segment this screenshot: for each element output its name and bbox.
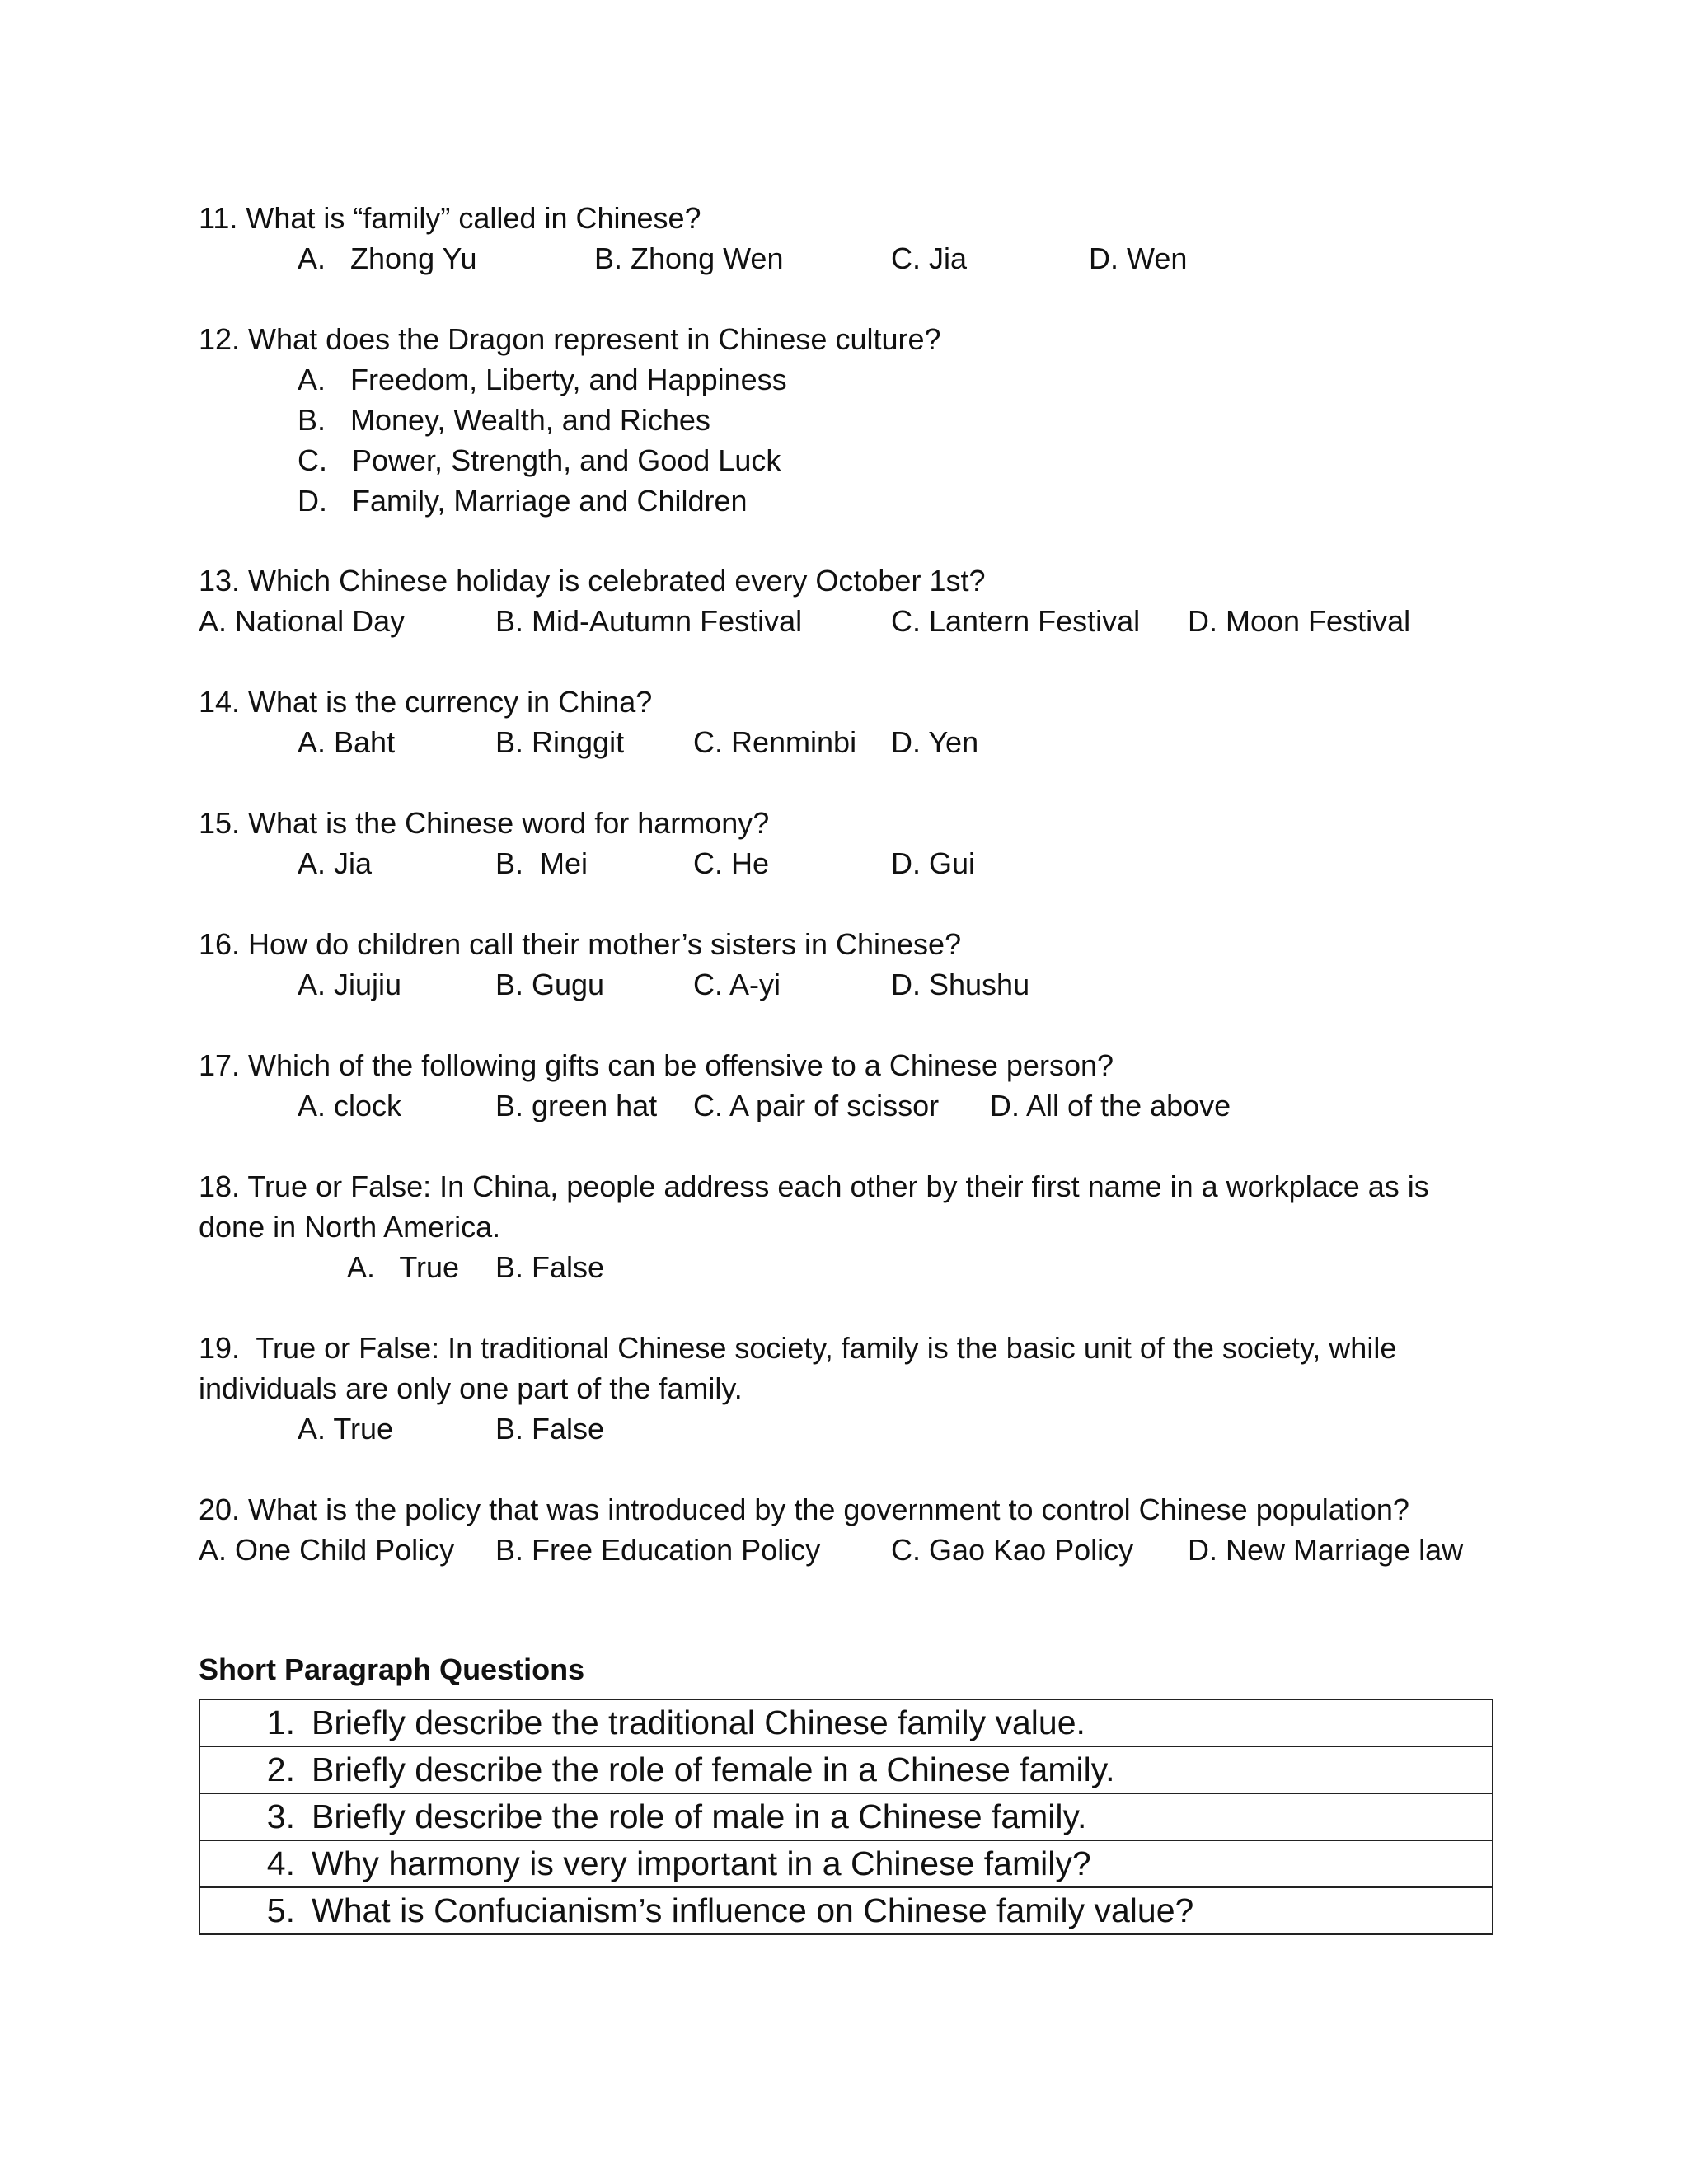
question-11-option-b: B. Zhong Wen <box>594 241 784 275</box>
question-12-stem: 12. What does the Dragon represent in Chinese culture? <box>199 322 941 356</box>
question-13-option-c: C. Lantern Festival <box>891 604 1141 638</box>
question-20-option-b: B. Free Education Policy <box>495 1533 821 1567</box>
item-text: What is Confucianism’s influence on Chinese family value? <box>312 1891 1194 1929</box>
question-17-option-c: C. A pair of scissor <box>693 1089 940 1122</box>
question-18-option-a: A. True <box>347 1250 460 1284</box>
question-13-option-b: B. Mid-Autumn Festival <box>495 604 803 638</box>
question-12-option-b: B. Money, Wealth, and Riches <box>298 403 710 437</box>
item-number: 4. <box>266 1844 295 1882</box>
question-19-stem-continued: individuals are only one part of the family. <box>199 1371 743 1405</box>
item-text: Briefly describe the role of male in a Chinese family. <box>312 1797 1087 1835</box>
question-12-option-d: D. Family, Marriage and Children <box>298 484 748 518</box>
question-15-option-d: D. Gui <box>891 846 976 880</box>
question-11-option-a: A. Zhong Yu <box>298 241 477 275</box>
question-16-option-d: D. Shushu <box>891 968 1030 1001</box>
question-11-option-d: D. Wen <box>1089 241 1188 275</box>
question-17-stem: 17. Which of the following gifts can be offensive to a Chinese person? <box>199 1048 1114 1082</box>
question-16-option-c: C. A-yi <box>693 968 781 1001</box>
question-14-option-d: D. Yen <box>891 725 979 759</box>
question-11-stem: 11. What is “family” called in Chinese? <box>199 201 701 235</box>
question-20-option-a: A. One Child Policy <box>199 1533 455 1567</box>
question-15-option-b: B. Mei <box>495 846 588 880</box>
table-cell <box>199 1793 1493 1840</box>
question-19-option-b: B. False <box>495 1412 605 1446</box>
question-17-option-d: D. All of the above <box>990 1089 1231 1122</box>
item-number: 5. <box>266 1891 295 1929</box>
question-14-option-b: B. Ringgit <box>495 725 625 759</box>
table-cell <box>199 1887 1493 1934</box>
question-19-stem: 19. True or False: In traditional Chinese society, family is the basic unit of the society, while <box>199 1331 1397 1365</box>
table-row <box>199 1887 1493 1934</box>
question-20-option-c: C. Gao Kao Policy <box>891 1533 1134 1567</box>
item-text: Why harmony is very important in a Chinese family? <box>312 1844 1091 1882</box>
table-cell <box>199 1746 1493 1793</box>
question-12-option-c: C. Power, Strength, and Good Luck <box>298 443 781 477</box>
short-paragraph-table <box>199 1699 1493 1935</box>
table-row <box>199 1746 1493 1793</box>
table-row <box>199 1793 1493 1840</box>
question-18-stem: 18. True or False: In China, people address each other by their first name in a workplace as is <box>199 1169 1429 1203</box>
question-14-option-a: A. Baht <box>298 725 396 759</box>
question-11-option-c: C. Jia <box>891 241 968 275</box>
question-12-option-a: A. Freedom, Liberty, and Happiness <box>298 363 787 396</box>
question-18-option-b: B. False <box>495 1250 605 1284</box>
question-14-option-c: C. Renminbi <box>693 725 857 759</box>
question-18-stem-continued: done in North America. <box>199 1210 501 1244</box>
question-16-option-a: A. Jiujiu <box>298 968 402 1001</box>
question-14-stem: 14. What is the currency in China? <box>199 685 653 719</box>
table-cell <box>199 1840 1493 1887</box>
item-text: Briefly describe the role of female in a Chinese family. <box>312 1750 1115 1788</box>
question-17-option-b: B. green hat <box>495 1089 658 1122</box>
short-paragraph-heading: Short Paragraph Questions <box>199 1652 585 1686</box>
item-number: 1. <box>266 1704 295 1741</box>
table-cell <box>199 1699 1493 1746</box>
question-13-option-a: A. National Day <box>199 604 406 638</box>
question-15-option-a: A. Jia <box>298 846 373 880</box>
table-row <box>199 1840 1493 1887</box>
question-20-stem: 20. What is the policy that was introduced by the government to control Chinese population? <box>199 1493 1409 1526</box>
item-text: Briefly describe the traditional Chinese family value. <box>312 1704 1085 1741</box>
question-16-stem: 16. How do children call their mother’s sisters in Chinese? <box>199 927 962 961</box>
question-16-option-b: B. Gugu <box>495 968 605 1001</box>
question-15-stem: 15. What is the Chinese word for harmony? <box>199 806 770 840</box>
question-15-option-c: C. He <box>693 846 770 880</box>
question-20-option-d: D. New Marriage law <box>1188 1533 1464 1567</box>
question-19-option-a: A. True <box>298 1412 394 1446</box>
question-13-option-d: D. Moon Festival <box>1188 604 1411 638</box>
question-17-option-a: A. clock <box>298 1089 402 1122</box>
item-number: 3. <box>266 1797 295 1835</box>
item-number: 2. <box>266 1750 295 1788</box>
table-row <box>199 1699 1493 1746</box>
question-13-stem: 13. Which Chinese holiday is celebrated every October 1st? <box>199 564 986 598</box>
